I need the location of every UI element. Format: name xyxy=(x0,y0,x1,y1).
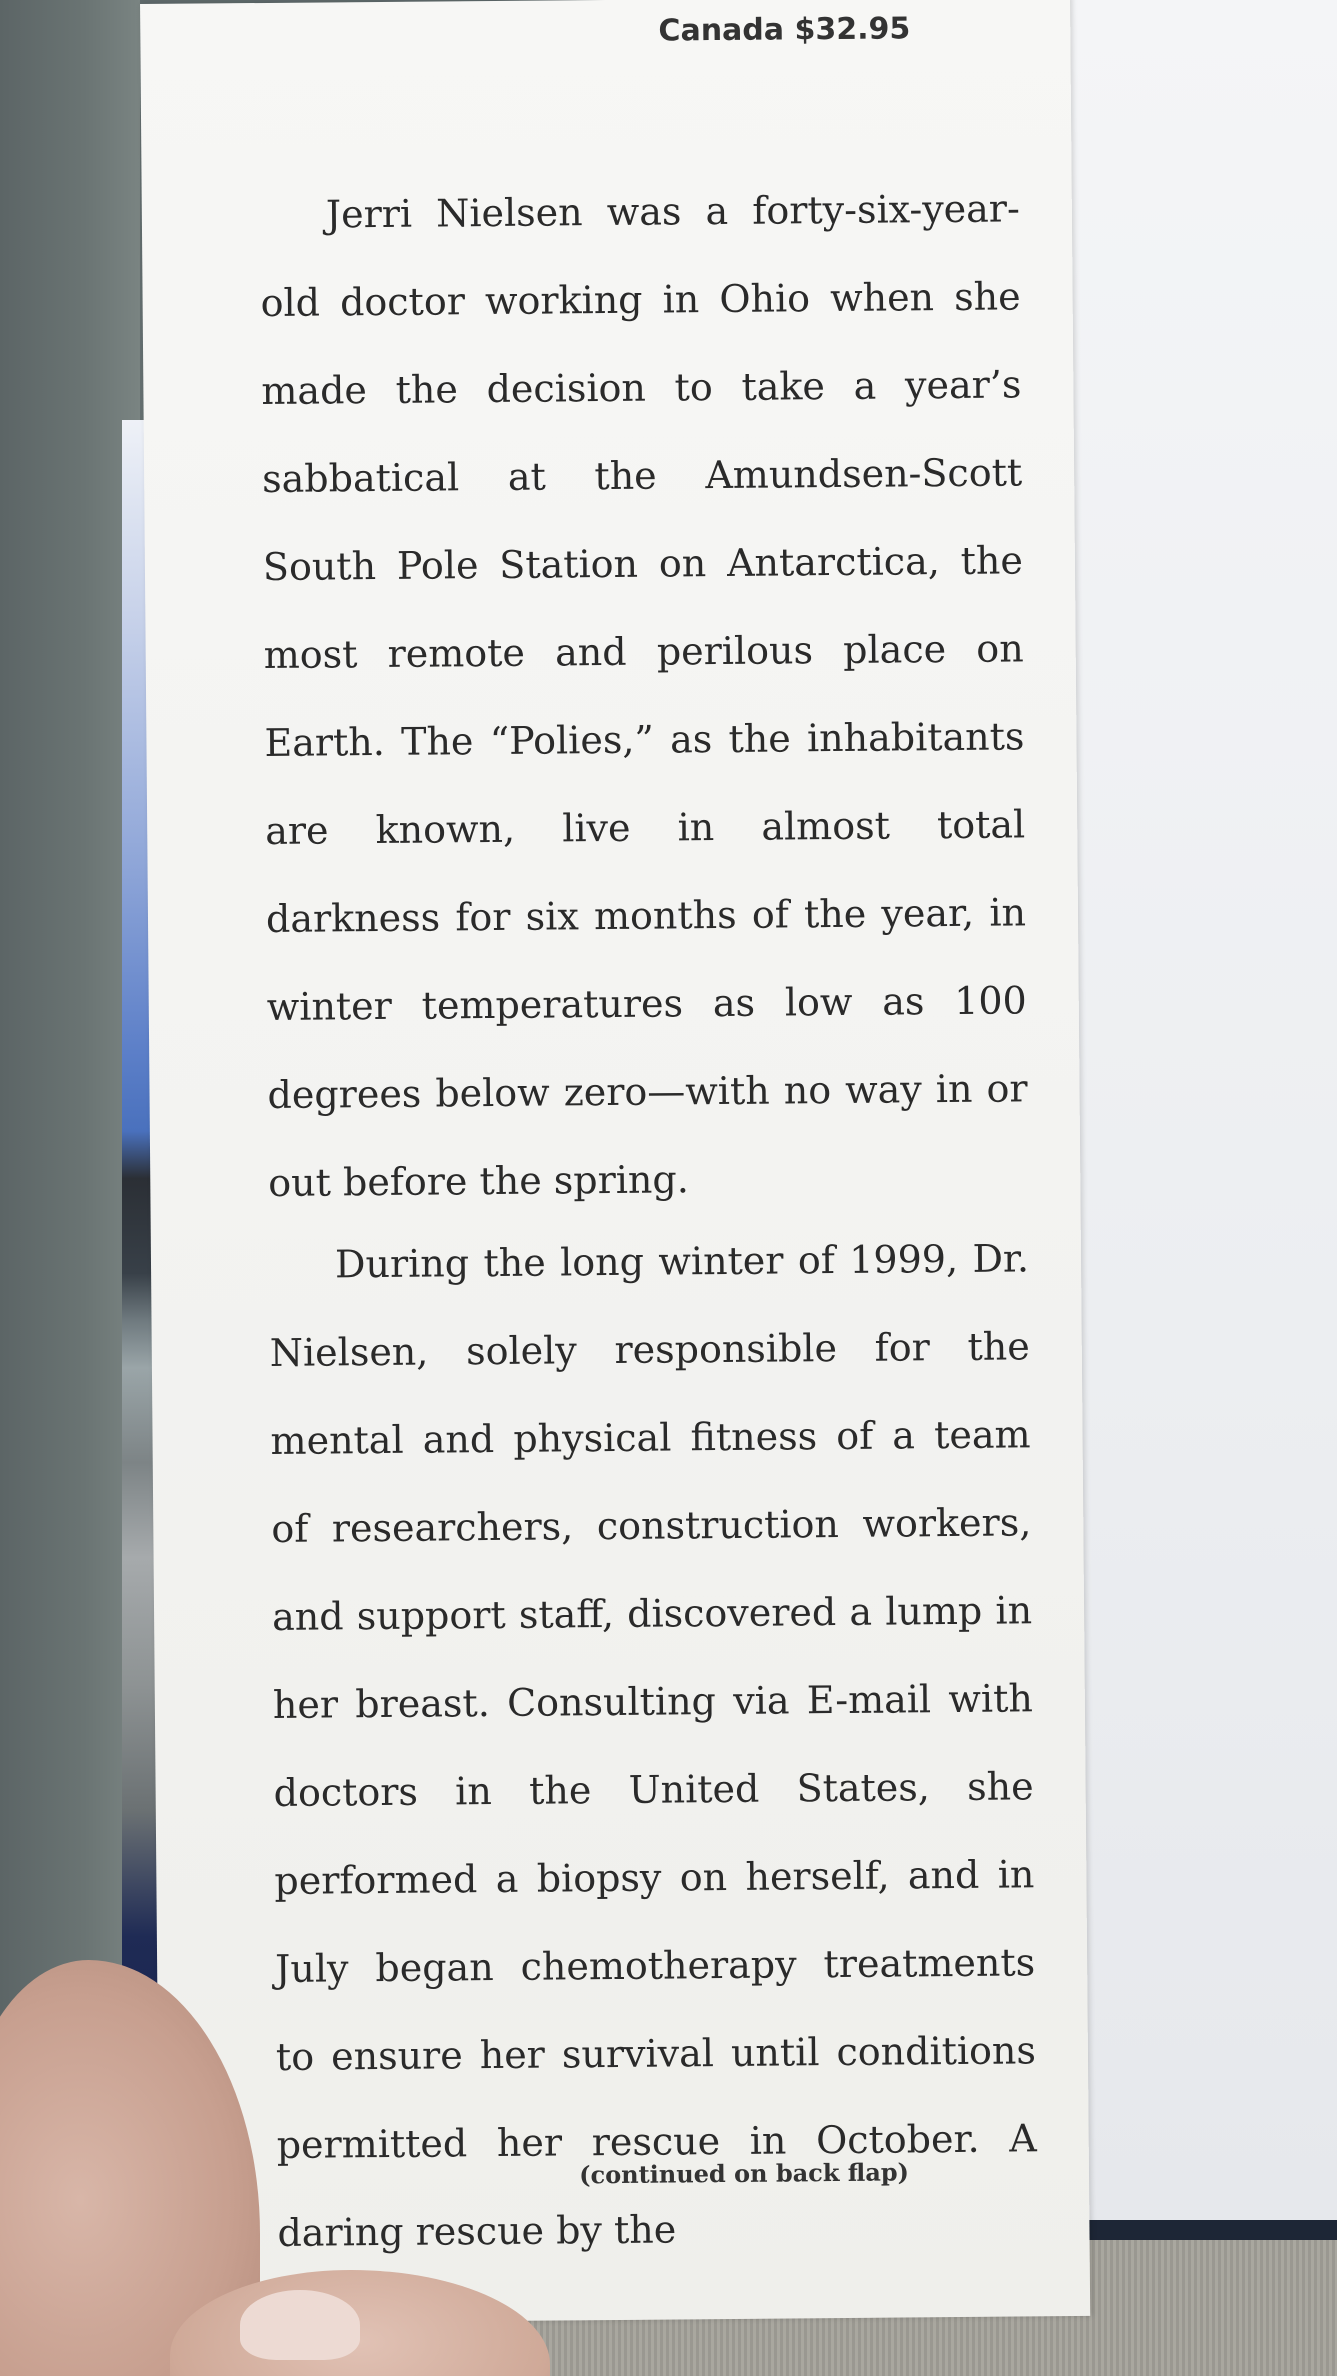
thumb-nail xyxy=(240,2290,360,2360)
flap-paragraph-1: Jerri Nielsen was a forty-six-year-old doctor working in Ohio when she made the decision to take a year’s sabbatical at the Amundsen-Scott South Pole Station on Antarctica, the most remote and perilous place on Earth. The “Polies,” as the inhabitants are known, live in almost total darkness for six months of the year, in winter temperatures as low as 100 degrees below zero—with no way in or out before the spring. xyxy=(260,186,1028,1205)
price-line: Canada $32.95 xyxy=(658,11,911,49)
book-back-cover xyxy=(1070,0,1337,2235)
flap-paragraph-2: During the long winter of 1999, Dr. Nielsen, solely responsible for the mental and physical fitness of a team of researchers, construction workers, and support staff, discovered a lump in her breast. Consulting via E-mail with doctors in the United States, she performed a biopsy on herself, and in July began chemotherapy treatments to ensure her survival until conditions permitted her rescue in October. A daring rescue by the xyxy=(269,1236,1037,2255)
continued-note: (continued on back flap) xyxy=(579,2157,910,2190)
dust-jacket-flap xyxy=(140,0,1090,2324)
